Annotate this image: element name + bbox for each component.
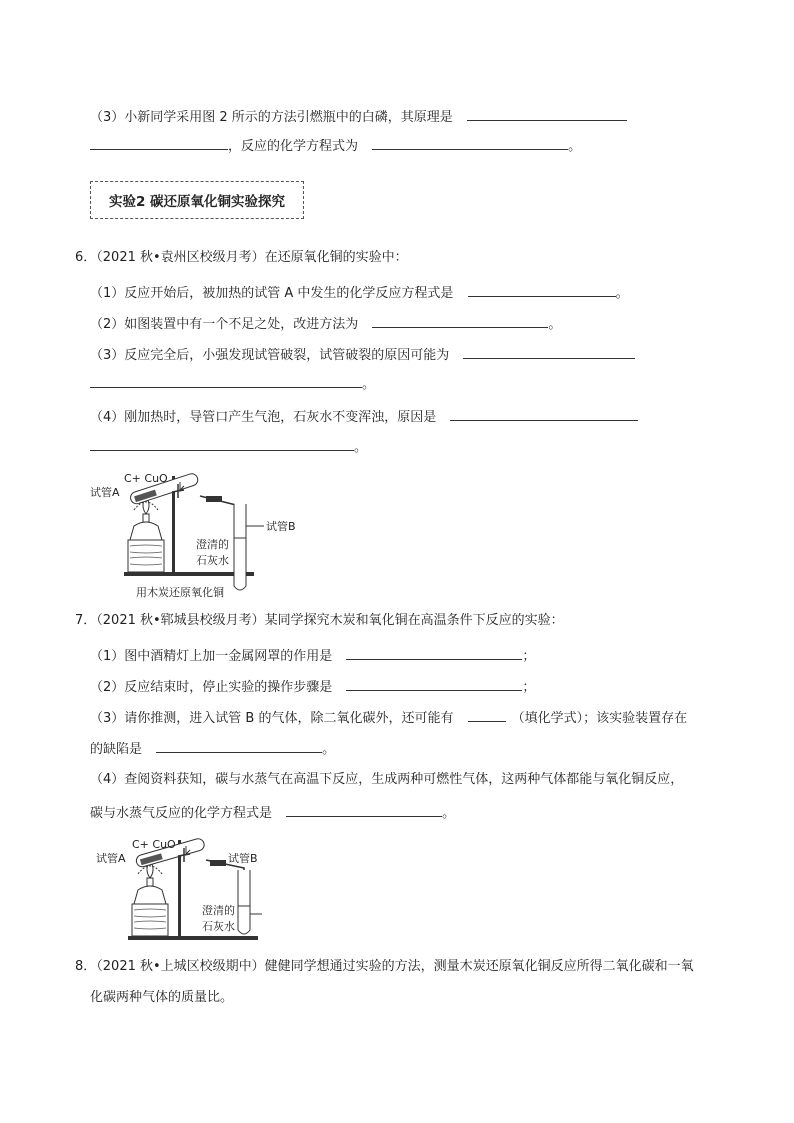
answer-blank[interactable] [90, 135, 228, 150]
q6-apparatus-figure [88, 468, 308, 600]
limewater-label-2: 石灰水 [196, 554, 229, 567]
figure-caption: 用木炭还原氧化铜 [136, 586, 224, 599]
q7-p3-text-a: （3）请你推测，进入试管 B 的气体，除二氧化碳外，还可能有 [90, 711, 454, 726]
q8-stem-text-2: 化碳两种气体的质量比。 [90, 990, 234, 1005]
semicolon: ； [522, 649, 536, 664]
q7-p2-text: （2）反应结束时，停止实验的操作步骤是 [90, 680, 333, 695]
q6-stem [75, 249, 408, 267]
q6-p1-text: （1）反应开始后，被加热的试管 A 中发生的化学反应方程式是 [90, 286, 454, 301]
q6-p4-text: （4）刚加热时，导管口产生气泡，石灰水不变浑浊，原因是 [90, 410, 437, 425]
semicolon: ； [522, 680, 536, 695]
reactant-label: C+ CuO [124, 472, 168, 485]
answer-blank[interactable] [463, 344, 635, 359]
answer-blank[interactable] [346, 645, 522, 660]
q6-part2 [90, 313, 561, 334]
q8-stem-line1 [75, 958, 694, 976]
q6-p2-text: （2）如图装置中有一个不足之处，改进方法为 [90, 317, 359, 332]
answer-blank[interactable] [90, 373, 362, 388]
period: 。 [568, 139, 582, 154]
q7-p4-text-b: 碳与水蒸气反应的化学方程式是 [90, 806, 273, 821]
q7-p3-text-b: （填化学式）；该实验装置存在 [511, 711, 688, 726]
q7-part4-line1 [90, 771, 683, 789]
q6-part1 [90, 282, 629, 303]
q7-p4-text-a: （4）查阅资料获知，碳与水蒸气在高温下反应，生成两种可燃性气体，这两种气体都能与氧化铜反应， [90, 772, 684, 787]
q6-part4-line1 [90, 406, 638, 427]
q8-stem-line2 [90, 989, 233, 1007]
tube-a-label: 试管A [90, 486, 120, 499]
tube-b-label: 试管B [228, 852, 258, 865]
q5-part3-line1 [90, 106, 627, 127]
q7-part4-line2 [90, 802, 455, 823]
section-header [90, 181, 304, 219]
stand-base [128, 936, 258, 940]
q6-p3-text: （3）反应完全后，小强发现试管破裂，试管破裂的原因可能为 [90, 348, 450, 363]
alcohol-lamp [134, 886, 166, 904]
q5-part3-line2 [90, 135, 581, 156]
answer-blank[interactable] [90, 436, 354, 451]
tube-a-label: 试管A [96, 852, 126, 865]
q6-part4-line2 [90, 436, 367, 457]
q7-part3-line1 [90, 707, 687, 728]
q8-stem-text: 8．（2021 秋•上城区校级期中）健健同学想通过实验的方法，测量木炭还原氧化铜反应所得二氧化碳和一氧 [75, 959, 694, 974]
q7-p1-text: （1）图中酒精灯上加一金属网罩的作用是 [90, 649, 333, 664]
q7-p3-text-c: 的缺陷是 [90, 742, 143, 757]
period: 。 [322, 742, 336, 757]
answer-blank[interactable] [286, 802, 442, 817]
q6-part3-line2 [90, 373, 375, 394]
period: 。 [615, 286, 629, 301]
answer-blank[interactable] [346, 676, 522, 691]
q7-part3-line2 [90, 738, 335, 759]
test-tube-b [238, 870, 250, 934]
section-title: 实验2 碳还原氧化铜实验探究 [108, 194, 286, 210]
limewater-label-1: 澄清的 [202, 904, 235, 917]
q7-stem [75, 612, 564, 630]
answer-blank[interactable] [156, 738, 322, 753]
tube-b-label: 试管B [266, 520, 296, 533]
limewater-label-1: 澄清的 [196, 538, 229, 551]
period: 。 [548, 317, 562, 332]
q7-part2 [90, 676, 535, 697]
period: 。 [354, 440, 368, 455]
alcohol-lamp [130, 522, 162, 540]
q5-part3-text-b: ，反应的化学方程式为 [228, 139, 359, 154]
answer-blank[interactable] [372, 135, 568, 150]
answer-blank[interactable] [372, 313, 548, 328]
answer-blank[interactable] [468, 707, 506, 722]
reactant-label: C+ CuO [132, 838, 176, 851]
period: 。 [442, 806, 456, 821]
q6-part3-line1 [90, 344, 635, 365]
answer-blank[interactable] [450, 406, 638, 421]
q7-apparatus-figure [96, 834, 296, 946]
test-tube-b [234, 504, 246, 590]
limewater-label-2: 石灰水 [202, 920, 235, 933]
period: 。 [362, 377, 376, 392]
answer-blank[interactable] [467, 106, 627, 121]
q7-part1 [90, 645, 535, 666]
q6-stem-text: 6．（2021 秋•袁州区校级月考）在还原氧化铜的实验中： [75, 250, 408, 265]
q7-stem-text: 7．（2021 秋•郓城县校级月考）某同学探究木炭和氧化铜在高温条件下反应的实验： [75, 613, 564, 628]
q5-part3-text: （3）小新同学采用图 2 所示的方法引燃瓶中的白磷，其原理是 [90, 110, 453, 125]
answer-blank[interactable] [468, 282, 616, 297]
